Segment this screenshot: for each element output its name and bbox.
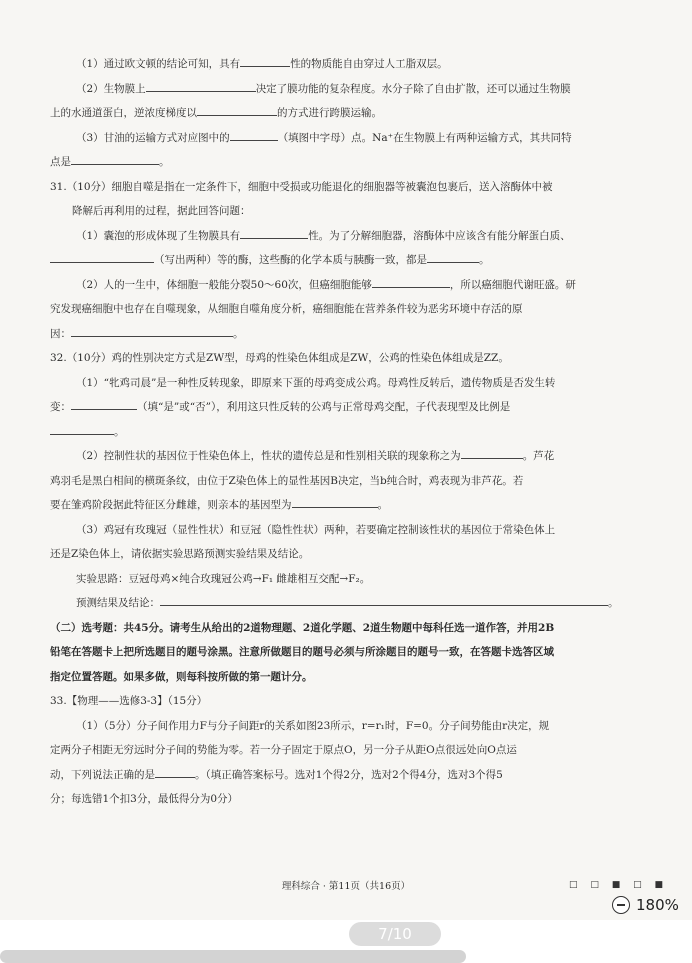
q32-idea: 实验思路：豆冠母鸡×纯合玫瑰冠公鸡→F₁ 雌雄相互交配→F₂。 bbox=[76, 572, 371, 585]
q32-sub1-cont: 变： （填“是”或“否”），利用这只性反转的公鸡与正常母鸡交配，子代表现型及比例是 bbox=[50, 395, 630, 420]
q32-sub3: （3）鸡冠有玫瑰冠（显性性状）和豆冠（隐性性状）两种，若要确定控制该性状的基因位于常染色体上 bbox=[76, 523, 556, 536]
elective-instructions-2: 铅笔在答题卡上把所选题目的题号涂黑。注意所做题目的题号必须与所涂题目的题号一致，在答题卡选答区域 bbox=[50, 646, 554, 658]
q32-sub3-cont: 还是Z染色体上，请依据实验思路预测实验结果及结论。 bbox=[50, 548, 310, 560]
q32-sub2-cont2: 要在雏鸡阶段据此特征区分雌雄，则亲本的基因型为 。 bbox=[50, 493, 630, 518]
q32-sub2: （2）控制性状的基因位于性染色体上，性状的遗传总是和性别相关联的现象称之为 。芦花 bbox=[50, 444, 630, 469]
q30-sub2: （2）生物膜上 决定了膜功能的复杂程度。水分子除了自由扩散，还可以通过生物膜 bbox=[50, 77, 630, 102]
q30-sub2-cont: 上的水通道蛋白，逆浓度梯度以 的方式进行跨膜运输。 bbox=[50, 101, 630, 126]
q31-title: 31.（10分）细胞自噬是指在一定条件下，细胞中受损或功能退化的细胞器等被囊泡包裹后，送入溶酶体中被 bbox=[50, 180, 553, 193]
q32-sub1: （1）“牝鸡司晨”是一种性反转现象，即原来下蛋的母鸡变成公鸡。母鸡性反转后，遗传物质是否发生转 bbox=[76, 376, 556, 389]
q30-sub3-cont: 点是 。 bbox=[50, 150, 630, 175]
q33-sub1-cont2: 动，下列说法正确的是 。（填正确答案标号。选对1个得2分，选对2个得4分，选对3个得5 bbox=[50, 763, 630, 788]
q30-sub1: （1）通过欧文顿的结论可知，具有 性的物质能自由穿过人工脂双层。 bbox=[50, 52, 630, 77]
q31-sub1: （1）囊泡的形成体现了生物膜具有 性。为了分解细胞器，溶酶体中应该含有能分解蛋白质、 bbox=[50, 224, 630, 249]
q33-sub1-cont3: 分；每选错1个扣3分，最低得分为0分） bbox=[50, 793, 239, 805]
q33-sub1: （1）（5分）分子间作用力F与分子间距r的关系如图23所示，r=r₁时，F=0。分子间势能由r决定，规 bbox=[76, 719, 550, 732]
horizontal-scrollbar[interactable] bbox=[0, 950, 466, 963]
q31-sub2: （2）人的一生中，体细胞一般能分裂50～60次，但癌细胞能够 ，所以癌细胞代谢旺盛。研 bbox=[50, 273, 630, 298]
page-footer: 理科综合 · 第11页（共16页） bbox=[281, 881, 411, 892]
q31-sub1-cont: （写出两种）等的酶，这些酶的化学本质与胰酶一致，都是 。 bbox=[50, 248, 630, 273]
q32-sub2-cont: 鸡羽毛是黑白相间的横斑条纹，由位于Z染色体上的显性基因B决定，当b纯合时，鸡表现为非芦花。若 bbox=[50, 474, 524, 487]
elective-instructions-1: （二）选考题：共45分。请考生从给出的2道物理题、2道化学题、2道生物题中每科任选一道作答，并用2B bbox=[50, 621, 555, 634]
page-indicator-dots[interactable]: □ □ ■ □ ■ bbox=[569, 880, 668, 890]
q31-sub2-cont: 究发现癌细胞中也存在自噬现象，从细胞自噬角度分析，癌细胞能在营养条件较为恶劣环境中存活的原 bbox=[50, 303, 523, 315]
q31-sub2-cont2: 因： 。 bbox=[50, 322, 630, 347]
zoom-control bbox=[612, 896, 679, 914]
q32-predict: 预测结果及结论： 。 bbox=[50, 591, 630, 616]
zoom-level: 180% bbox=[636, 896, 679, 914]
page-counter: 7/10 bbox=[349, 922, 441, 946]
zoom-out-icon[interactable] bbox=[612, 896, 630, 914]
page-content bbox=[50, 52, 630, 812]
elective-instructions-3: 指定位置答题。如果多做，则每科按所做的第一题计分。 bbox=[50, 670, 313, 683]
q33-sub1-cont: 定两分子相距无穷远时分子间的势能为零。若一分子固定于原点O，另一分子从距O点很远处向O点运 bbox=[50, 744, 517, 756]
q30-sub3: （3）甘油的运输方式对应图中的 （填图中字母）点。Na⁺在生物膜上有两种运输方式，其共同特 bbox=[50, 126, 630, 151]
q31-title-cont: 降解后再利用的过程，据此回答问题： bbox=[72, 205, 251, 217]
q33-title: 33.【物理——选修3-3】（15分） bbox=[50, 695, 208, 707]
q32-title: 32.（10分）鸡的性别决定方式是ZW型，母鸡的性染色体组成是ZW，公鸡的性染色体组成是ZZ。 bbox=[50, 352, 509, 364]
q32-sub1-cont2: 。 bbox=[50, 420, 630, 445]
